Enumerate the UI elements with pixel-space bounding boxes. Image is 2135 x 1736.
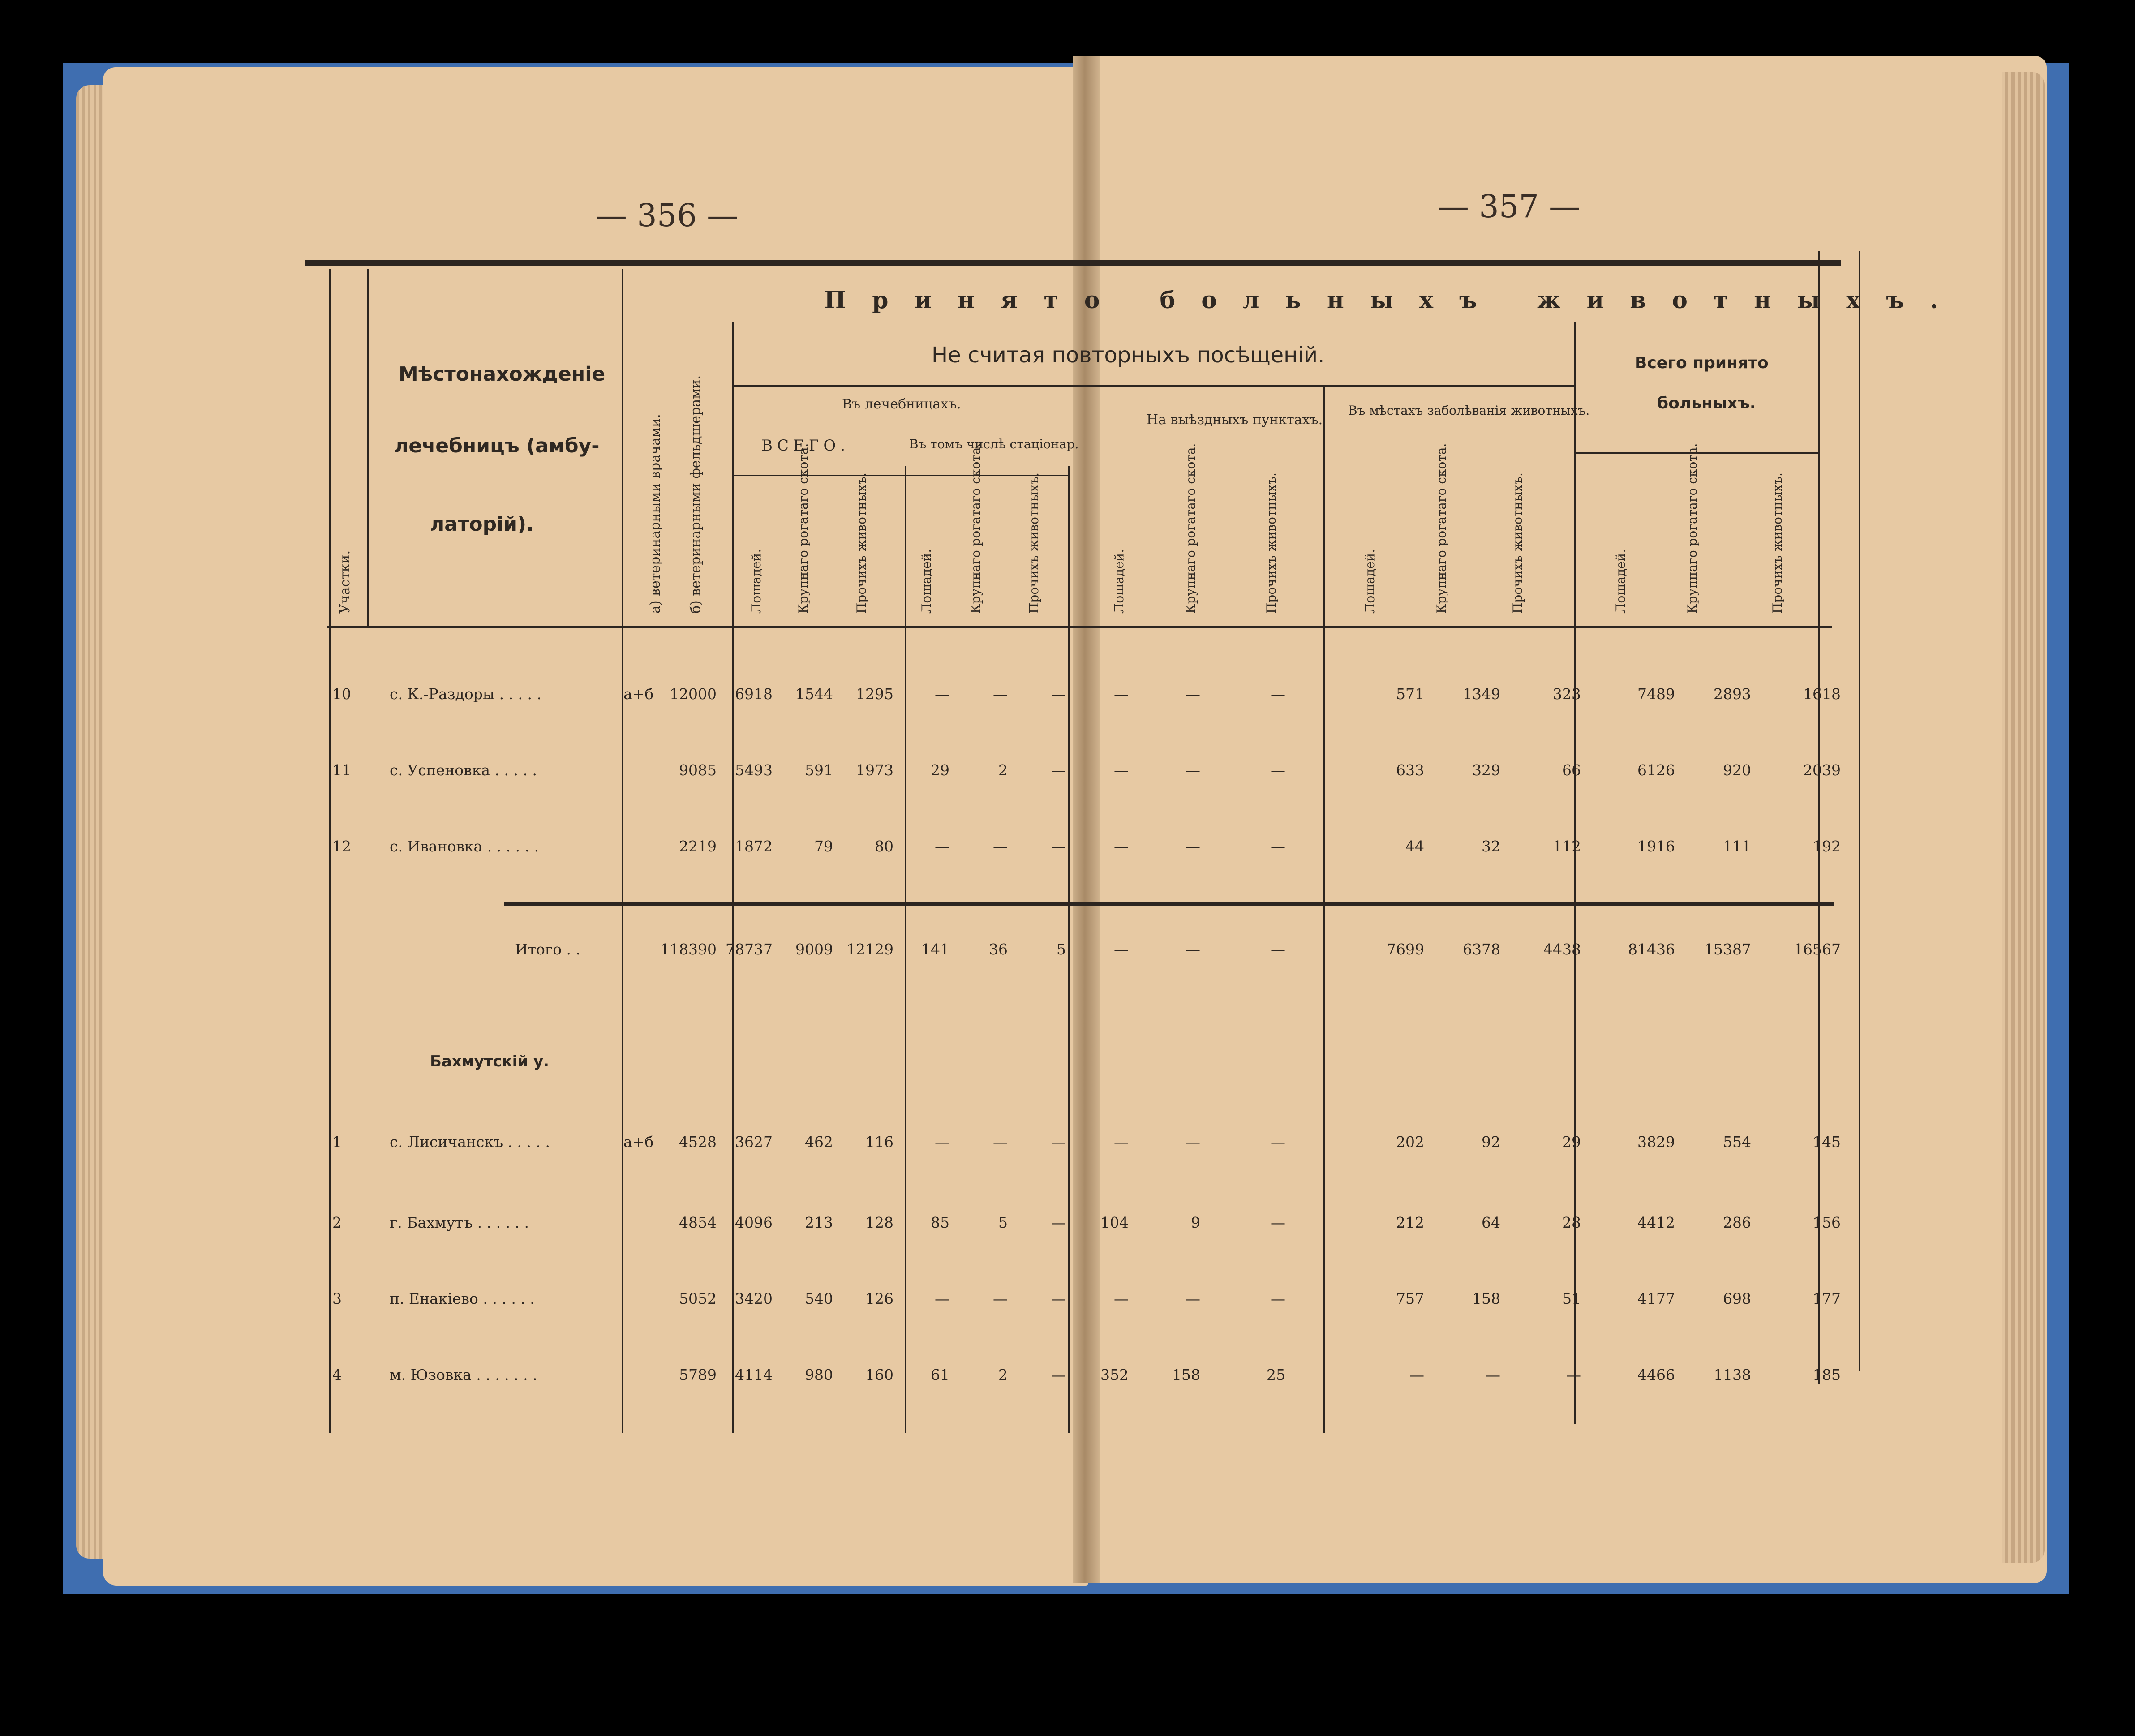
header-location-2: лечебницъ (амбу- [394,434,600,457]
header-incl-stationary: Въ томъ числѣ стаціонар. [909,437,1079,451]
table-cell: — [1114,1290,1129,1307]
table-cell: 1295 [856,685,894,703]
column-header-horses: Лошадей. [749,549,764,614]
row-staff: а+б [623,1133,654,1151]
table-cell: 1973 [856,761,894,779]
table-top-rule [305,260,1841,266]
table-cell: 12000 [670,685,717,703]
table-cell: 329 [1472,761,1500,779]
table-cell: 9009 [795,941,833,958]
table-cell: 51 [1562,1290,1581,1307]
table-cell: 44 [1405,838,1424,855]
table-cell: 192 [1813,838,1841,855]
col-line-8 [1574,322,1576,1424]
column-header-cattle: Крупнаго рогатаго скота. [1434,443,1449,614]
page-edges-right [2002,72,2045,1563]
row-number: 3 [332,1290,342,1307]
column-header-horses: Лошадей. [1613,549,1628,614]
header-location-1: Мѣстонахожденіе [399,363,606,386]
table-cell: 112 [1553,838,1581,855]
col-line-7 [1323,385,1325,1433]
table-cell: — [1114,838,1129,855]
column-header-others: Прочихъ животныхъ. [1264,473,1279,614]
table-cell: 3829 [1637,1133,1675,1151]
table-cell: 9085 [679,761,717,779]
table-cell: — [1271,941,1285,958]
table-cell: — [935,838,949,855]
column-header-cattle: Крупнаго рогатаго скота. [796,443,811,614]
table-cell: 554 [1723,1133,1751,1151]
table-cell: 4854 [679,1214,717,1231]
column-header-horses: Лошадей. [1112,549,1126,614]
table-cell: 1138 [1714,1366,1751,1384]
row-number: 2 [332,1214,342,1231]
header-rule-2 [732,475,1068,476]
table-cell: 540 [805,1290,833,1307]
column-header-horses: Лошадей. [919,549,934,614]
table-cell: — [1186,838,1200,855]
table-cell: 66 [1562,761,1581,779]
column-header-horses: Лошадей. [1362,549,1377,614]
column-header-others: Прочихъ животныхъ. [1510,473,1525,614]
book-gutter [1073,56,1100,1583]
table-cell: 160 [865,1366,894,1384]
table-cell: 1349 [1463,685,1500,703]
table-cell: — [1566,1366,1581,1384]
table-cell: 104 [1100,1214,1129,1231]
table-cell: 462 [805,1133,833,1151]
table-cell: — [1114,941,1129,958]
table-cell: 185 [1813,1366,1841,1384]
table-cell: — [1409,1366,1424,1384]
table-cell: 141 [921,941,949,958]
table-cell: 156 [1813,1214,1841,1231]
table-cell: 1544 [795,685,833,703]
col-line-10 [1859,251,1860,1371]
table-cell: 6378 [1463,941,1500,958]
col-line-3 [622,269,623,1433]
table-cell: 7699 [1387,941,1424,958]
table-cell: 32 [1482,838,1500,855]
row-number: 12 [332,838,351,855]
header-total-all: ВСЕГО. [761,437,850,455]
district-label: Бахмутскій у. [430,1053,550,1070]
table-cell: 25 [1267,1366,1285,1384]
row-place: п. Енакіево . . . . . . [390,1290,535,1307]
table-cell: 920 [1723,761,1751,779]
table-cell: 1872 [735,838,773,855]
table-cell: 2893 [1714,685,1751,703]
table-cell: 4096 [735,1214,773,1231]
header-staff-a: а) ветеринарными врачами. [648,414,663,614]
row-staff: а+б [623,685,654,703]
column-header-cattle: Крупнаго рогатаго скота. [968,443,983,614]
table-cell: 5789 [679,1366,717,1384]
table-cell: 5052 [679,1290,717,1307]
header-not-counting: Не считая повторныхъ посѣщеній. [932,343,1325,368]
table-cell: 78737 [726,941,773,958]
header-location-3: латорій). [430,513,534,536]
header-main-title: Принято больныхъ животныхъ. [824,287,1964,314]
table-cell: — [935,685,949,703]
table-cell: 698 [1723,1290,1751,1307]
column-header-cattle: Крупнаго рогатаго скота. [1183,443,1198,614]
table-cell: 1916 [1637,838,1675,855]
table-cell: 352 [1100,1366,1129,1384]
table-cell: 29 [1562,1133,1581,1151]
row-number: 1 [332,1133,342,1151]
table-cell: 2039 [1803,761,1841,779]
table-cell: 111 [1723,838,1751,855]
table-cell: 15387 [1704,941,1751,958]
table-cell: — [1186,1133,1200,1151]
table-cell: 177 [1813,1290,1841,1307]
table-cell: 4528 [679,1133,717,1151]
table-cell: 212 [1396,1214,1424,1231]
table-cell: — [993,1290,1008,1307]
table-cell: — [1051,1290,1066,1307]
table-cell: 3627 [735,1133,773,1151]
header-grand-total-2: больныхъ. [1657,394,1756,413]
table-cell: 4114 [735,1366,773,1384]
table-cell: 633 [1396,761,1424,779]
table-cell: 4438 [1543,941,1581,958]
table-cell: 323 [1553,685,1581,703]
page-number-left: — 356 — [596,197,739,234]
table-cell: 116 [865,1133,894,1151]
table-cell: 5 [998,1214,1008,1231]
row-place: с. Успеновка . . . . . [390,761,537,779]
table-cell: 29 [931,761,949,779]
table-cell: 126 [865,1290,894,1307]
table-cell: — [1186,685,1200,703]
table-cell: — [993,685,1008,703]
table-cell: 2 [998,761,1008,779]
table-cell: 85 [931,1214,949,1231]
table-cell: 6126 [1637,761,1675,779]
table-cell: — [1051,838,1066,855]
column-header-cattle: Крупнаго рогатаго скота. [1685,443,1700,614]
column-header-others: Прочихъ животныхъ. [1027,473,1041,614]
table-cell: 757 [1396,1290,1424,1307]
row-place: с. Ивановка . . . . . . [390,838,539,855]
table-cell: 5493 [735,761,773,779]
table-cell: 1618 [1803,685,1841,703]
row-number: 4 [332,1366,342,1384]
table-cell: 4177 [1637,1290,1675,1307]
table-cell: — [935,1133,949,1151]
header-in-clinics: Въ лечебницахъ. [842,396,961,412]
right-page [1084,56,2047,1583]
table-cell: — [1114,685,1129,703]
column-header-others: Прочихъ животныхъ. [1770,473,1785,614]
page-number-right: — 357 — [1438,188,1581,225]
table-cell: — [1051,1366,1066,1384]
table-cell: 5 [1057,941,1066,958]
table-cell: — [1114,1133,1129,1151]
table-cell: — [1271,685,1285,703]
table-cell: 9 [1191,1214,1200,1231]
table-cell: — [1271,1290,1285,1307]
table-cell: — [993,1133,1008,1151]
table-cell: — [1186,941,1200,958]
table-cell: 571 [1396,685,1424,703]
col-line-4 [732,322,734,1433]
table-cell: 12129 [846,941,894,958]
table-cell: 286 [1723,1214,1751,1231]
row-number: 11 [332,761,351,779]
row-place: с. К.-Раздоры . . . . . [390,685,541,703]
table-cell: — [1271,838,1285,855]
row-place: м. Юзовка . . . . . . . [390,1366,537,1384]
table-cell: — [935,1290,949,1307]
header-field-points: На выѣздныхъ пунктахъ. [1147,412,1323,428]
table-cell: 2219 [679,838,717,855]
table-cell: — [1051,1133,1066,1151]
table-cell: 64 [1482,1214,1500,1231]
table-cell: 213 [805,1214,833,1231]
column-header-others: Прочихъ животныхъ. [854,473,869,614]
table-cell: 92 [1482,1133,1500,1151]
table-cell: — [1051,761,1066,779]
table-cell: 202 [1396,1133,1424,1151]
table-cell: 16567 [1794,941,1841,958]
table-cell: 61 [931,1366,949,1384]
header-section: Участки. [337,550,353,614]
table-cell: 80 [875,838,894,855]
table-cell: 118390 [660,941,717,958]
table-cell: 158 [1472,1290,1500,1307]
header-disease-places: Въ мѣстахъ заболѣванія животныхъ. [1348,403,1590,418]
table-cell: — [993,838,1008,855]
table-cell: — [1114,761,1129,779]
table-cell: 6918 [735,685,773,703]
table-cell: — [1051,1214,1066,1231]
table-cell: 158 [1172,1366,1200,1384]
col-line-1 [329,269,331,1433]
table-cell: — [1271,1133,1285,1151]
table-cell: — [1186,761,1200,779]
row-number: 10 [332,685,351,703]
table-cell: 591 [805,761,833,779]
header-grand-total-1: Всего принято [1635,354,1769,372]
table-cell: — [1271,761,1285,779]
header-rule-1 [732,385,1574,387]
header-staff-b: б) ветеринарными фельдшерами. [688,375,704,614]
table-cell: 7489 [1637,685,1675,703]
table-cell: 28 [1562,1214,1581,1231]
row-place: г. Бахмутъ . . . . . . [390,1214,529,1231]
table-cell: 4466 [1637,1366,1675,1384]
subtotal-rule [504,902,1834,906]
table-cell: 2 [998,1366,1008,1384]
header-bottom-rule [327,626,1832,628]
table-cell: — [1486,1366,1500,1384]
table-cell: 145 [1813,1133,1841,1151]
table-cell: 36 [989,941,1008,958]
table-cell: 980 [805,1366,833,1384]
table-cell: 79 [814,838,833,855]
table-cell: — [1271,1214,1285,1231]
table-cell: 4412 [1637,1214,1675,1231]
table-cell: 3420 [735,1290,773,1307]
col-line-2 [367,269,369,627]
table-cell: 128 [865,1214,894,1231]
table-cell: — [1051,685,1066,703]
row-place: с. Лисичанскъ . . . . . [390,1133,550,1151]
row-place: Итого . . [515,941,581,958]
table-cell: — [1186,1290,1200,1307]
table-cell: 81436 [1628,941,1675,958]
